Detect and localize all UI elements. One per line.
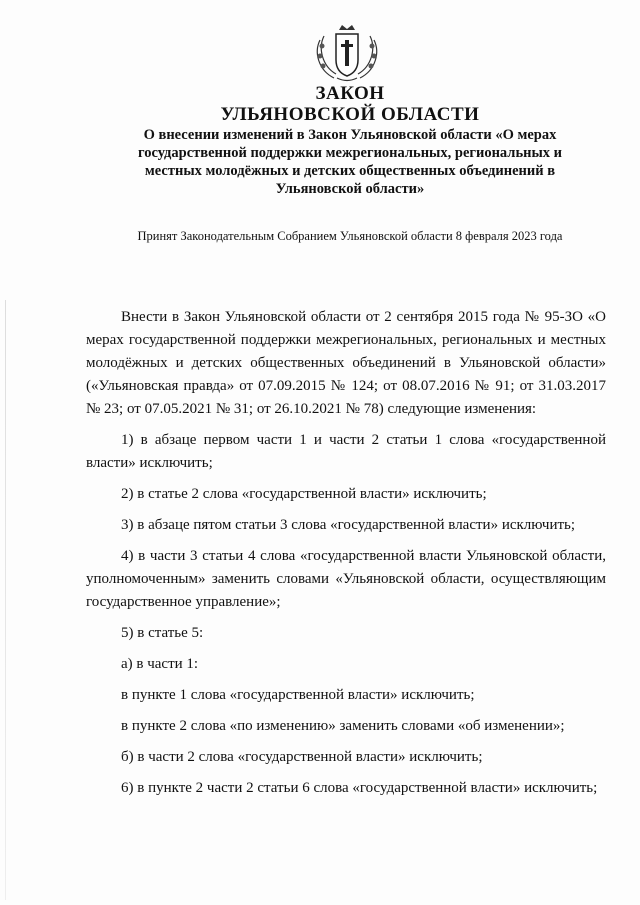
amendment-item-4: 4) в части 3 статьи 4 слова «государственной власти Ульяновской области, уполномоченным» заменить словами «Ульяновской области, осуществляющим государственное управление»; (86, 548, 606, 610)
law-title: ЗАКОН (315, 83, 385, 104)
amendment-item-6: 6) в пункте 2 части 2 статьи 6 слова «государственной власти» исключить; (121, 780, 598, 796)
amendment-item-2: 2) в статье 2 слова «государственной власти» исключить; (121, 486, 487, 502)
law-subtitle: О внесении изменений в Закон Ульяновской области «О мерах государственной поддержки межрегиональных, региональных и местных молодёжных и детских общественных объединений в Ульяновской области» (137, 127, 563, 197)
coat-of-arms-emblem (312, 22, 382, 84)
adoption-note: Принят Законодательным Собранием Ульяновской области 8 февраля 2023 года (137, 229, 563, 243)
region-title: УЛЬЯНОВСКОЙ ОБЛАСТИ (220, 104, 480, 125)
subitem-a-point-1: в пункте 1 слова «государственной власти» исключить; (121, 687, 475, 703)
amendment-item-1: 1) в абзаце первом части 1 и части 2 статьи 1 слова «государственной власти» исключить; (86, 432, 606, 471)
subitem-a: а) в части 1: (121, 656, 199, 672)
scan-edge-shadow (5, 300, 6, 900)
amendment-item-3: 3) в абзаце пятом статьи 3 слова «государственной власти» исключить; (121, 517, 576, 533)
amendment-item-5: 5) в статье 5: (121, 625, 204, 641)
subitem-a-point-2: в пункте 2 слова «по изменению» заменить словами «об изменении»; (121, 718, 565, 734)
subitem-b: б) в части 2 слова «государственной власти» исключить; (121, 749, 483, 765)
law-body (86, 306, 606, 808)
intro-paragraph: Внести в Закон Ульяновской области от 2 сентября 2015 года № 95-ЗО «О мерах государственной поддержки межрегиональных, региональных и местных молодёжных и детских общественных объединений в Ульяновской области» («Ульяновская правда» от 07.09.2015 № 124; от 08.07.2016 № 91; от 31.03.2017 № 23; от 07.05.2021 № 31; от 26.10.2021 № 78) следующие изменения: (86, 309, 606, 417)
